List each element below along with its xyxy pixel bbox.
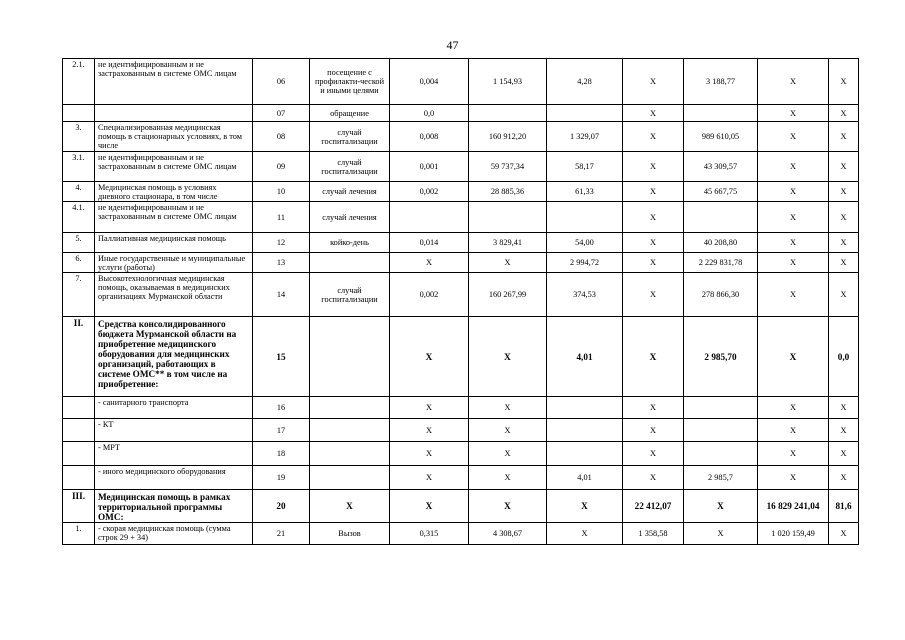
total-oms-cell: Х [758,466,829,490]
row-number-cell: 4. [63,182,95,202]
total-oms-cell: 16 829 241,04 [758,490,829,523]
unit-cell [310,442,390,466]
cost-cell [469,105,547,122]
row-code-cell: 16 [253,397,310,419]
unit-cell: обращение [310,105,390,122]
row-code-cell: 06 [253,59,310,105]
row-number-cell: 2.1. [63,59,95,105]
percent-cell: Х [829,523,859,545]
per-capita-budget-cell [547,105,623,122]
total-budget-cell [684,105,758,122]
volume-cell: Х [390,317,469,397]
unit-cell: койко-день [310,233,390,253]
unit-cell: случай лечения [310,182,390,202]
row-number-cell: 3.1. [63,152,95,182]
unit-cell [310,317,390,397]
page-number: 47 [446,38,459,52]
total-budget-cell: 2 985,7 [684,466,758,490]
row-number-cell [63,105,95,122]
row-code-cell: 07 [253,105,310,122]
cost-cell: 4 308,67 [469,523,547,545]
per-capita-oms-cell: 22 412,07 [623,490,684,523]
row-number-cell [63,397,95,419]
per-capita-budget-cell: 4,01 [547,466,623,490]
table-row [63,182,859,202]
unit-cell: Х [310,490,390,523]
per-capita-budget-cell [547,419,623,442]
unit-cell: случай госпитализации [310,122,390,152]
percent-cell: Х [829,419,859,442]
row-name-cell: не идентифицированным и не застрахованным в системе ОМС лицам [95,152,253,182]
table-row [63,397,859,419]
volume-cell: Х [390,419,469,442]
row-code-cell: 21 [253,523,310,545]
row-number-cell: III. [63,490,95,523]
total-oms-cell: 1 020 159,49 [758,523,829,545]
per-capita-oms-cell: Х [623,442,684,466]
volume-cell: Х [390,442,469,466]
percent-cell: 81,6 [829,490,859,523]
row-number-cell: 5. [63,233,95,253]
row-name-cell: Специализированная медицинская помощь в стационарных условиях, в том числе [95,122,253,152]
per-capita-budget-cell: 61,33 [547,182,623,202]
unit-cell: посещение с профилакти-ческой и иными целями [310,59,390,105]
row-code-cell: 19 [253,466,310,490]
table-row [63,152,859,182]
volume-cell: 0,002 [390,182,469,202]
percent-cell: Х [829,466,859,490]
cost-cell [469,202,547,233]
unit-cell [310,419,390,442]
row-code-cell: 17 [253,419,310,442]
table-row [63,105,859,122]
total-budget-cell: 45 667,75 [684,182,758,202]
per-capita-oms-cell: Х [623,59,684,105]
percent-cell: Х [829,202,859,233]
total-oms-cell: Х [758,59,829,105]
per-capita-oms-cell: Х [623,202,684,233]
unit-cell: случай госпитализации [310,152,390,182]
percent-cell: Х [829,253,859,273]
total-oms-cell: Х [758,442,829,466]
volume-cell: 0,0 [390,105,469,122]
unit-cell [310,466,390,490]
data-table [62,58,859,545]
total-budget-cell: 40 208,80 [684,233,758,253]
per-capita-budget-cell: 374,53 [547,273,623,317]
total-budget-cell [684,397,758,419]
percent-cell: 0,0 [829,317,859,397]
unit-cell: случай лечения [310,202,390,233]
total-budget-cell: 43 309,57 [684,152,758,182]
per-capita-oms-cell: Х [623,122,684,152]
row-code-cell: 12 [253,233,310,253]
percent-cell: Х [829,105,859,122]
total-budget-cell: 989 610,05 [684,122,758,152]
row-code-cell: 10 [253,182,310,202]
total-budget-cell: 278 866,30 [684,273,758,317]
total-budget-cell: Х [684,523,758,545]
row-name-cell: - санитарного транспорта [95,397,253,419]
per-capita-oms-cell: Х [623,419,684,442]
row-code-cell: 13 [253,253,310,273]
cost-cell: 28 885,36 [469,182,547,202]
row-name-cell: Медицинская помощь в условиях дневного стационара, в том числе [95,182,253,202]
row-code-cell: 18 [253,442,310,466]
table-row [63,233,859,253]
per-capita-oms-cell: Х [623,105,684,122]
per-capita-oms-cell: Х [623,233,684,253]
volume-cell [390,202,469,233]
row-code-cell: 15 [253,317,310,397]
per-capita-budget-cell: 1 329,07 [547,122,623,152]
per-capita-budget-cell: Х [547,523,623,545]
volume-cell: 0,001 [390,152,469,182]
row-number-cell: 6. [63,253,95,273]
per-capita-budget-cell: 54,00 [547,233,623,253]
row-code-cell: 20 [253,490,310,523]
total-oms-cell: Х [758,233,829,253]
percent-cell: Х [829,152,859,182]
volume-cell: 0,008 [390,122,469,152]
unit-cell: случай госпитализации [310,273,390,317]
total-budget-cell: 3 188,77 [684,59,758,105]
table-row [63,419,859,442]
cost-cell: Х [469,397,547,419]
row-number-cell [63,466,95,490]
per-capita-budget-cell: 4,01 [547,317,623,397]
table-row [63,523,859,545]
volume-cell: 0,002 [390,273,469,317]
row-code-cell: 14 [253,273,310,317]
volume-cell: 0,004 [390,59,469,105]
cost-cell: 59 737,34 [469,152,547,182]
per-capita-budget-cell: 2 994,72 [547,253,623,273]
unit-cell [310,397,390,419]
cost-cell: Х [469,466,547,490]
per-capita-oms-cell: Х [623,273,684,317]
per-capita-budget-cell: 58,17 [547,152,623,182]
volume-cell: 0,315 [390,523,469,545]
row-code-cell: 08 [253,122,310,152]
table-row [63,59,859,105]
row-number-cell: 3. [63,122,95,152]
percent-cell: Х [829,59,859,105]
total-oms-cell: Х [758,273,829,317]
row-name-cell: - скорая медицинская помощь (сумма строк 29 + 34) [95,523,253,545]
table-row [63,202,859,233]
row-name-cell: - МРТ [95,442,253,466]
row-name-cell: Высокотехнологичная медицинская помощь, оказываемая в медицинских организациях Мурманской области [95,273,253,317]
per-capita-oms-cell: Х [623,152,684,182]
per-capita-budget-cell [547,442,623,466]
table-row [63,466,859,490]
row-name-cell: Паллиативная медицинская помощь [95,233,253,253]
table-row [63,273,859,317]
cost-cell: 160 912,20 [469,122,547,152]
table-row [63,122,859,152]
cost-cell: Х [469,490,547,523]
cost-cell: 3 829,41 [469,233,547,253]
total-oms-cell: Х [758,202,829,233]
per-capita-oms-cell: 1 358,58 [623,523,684,545]
row-number-cell: 1. [63,523,95,545]
volume-cell: Х [390,397,469,419]
cost-cell: Х [469,419,547,442]
table-row [63,442,859,466]
row-number-cell [63,419,95,442]
per-capita-oms-cell: Х [623,182,684,202]
volume-cell: Х [390,490,469,523]
cost-cell: Х [469,317,547,397]
total-oms-cell: Х [758,419,829,442]
per-capita-budget-cell [547,202,623,233]
table-row [63,317,859,397]
cost-cell: Х [469,442,547,466]
total-budget-cell [684,419,758,442]
row-name-cell [95,105,253,122]
table-row [63,253,859,273]
percent-cell: Х [829,397,859,419]
total-oms-cell: Х [758,105,829,122]
percent-cell: Х [829,442,859,466]
percent-cell: Х [829,122,859,152]
per-capita-budget-cell: 4,28 [547,59,623,105]
row-code-cell: 09 [253,152,310,182]
percent-cell: Х [829,233,859,253]
cost-cell: Х [469,253,547,273]
row-number-cell [63,442,95,466]
row-name-cell: - КТ [95,419,253,442]
total-oms-cell: Х [758,253,829,273]
total-budget-cell [684,442,758,466]
per-capita-oms-cell: Х [623,397,684,419]
per-capita-oms-cell: Х [623,466,684,490]
total-budget-cell: Х [684,490,758,523]
total-oms-cell: Х [758,397,829,419]
table-row [63,490,859,523]
per-capita-budget-cell [547,397,623,419]
volume-cell: Х [390,253,469,273]
total-budget-cell [684,202,758,233]
per-capita-budget-cell: Х [547,490,623,523]
volume-cell: 0,014 [390,233,469,253]
row-name-cell: не идентифицированным и не застрахованным в системе ОМС лицам [95,202,253,233]
cost-cell: 160 267,99 [469,273,547,317]
total-oms-cell: Х [758,122,829,152]
unit-cell: Вызов [310,523,390,545]
per-capita-oms-cell: Х [623,253,684,273]
volume-cell: Х [390,466,469,490]
row-name-cell: Медицинская помощь в рамках территориальной программы ОМС: [95,490,253,523]
row-code-cell: 11 [253,202,310,233]
row-number-cell: 4.1. [63,202,95,233]
per-capita-oms-cell: Х [623,317,684,397]
total-oms-cell: Х [758,152,829,182]
total-budget-cell: 2 985,70 [684,317,758,397]
total-budget-cell: 2 229 831,78 [684,253,758,273]
percent-cell: Х [829,273,859,317]
row-number-cell: 7. [63,273,95,317]
row-name-cell: - иного медицинского оборудования [95,466,253,490]
row-name-cell: не идентифицированным и не застрахованным в системе ОМС лицам [95,59,253,105]
percent-cell: Х [829,182,859,202]
row-name-cell: Иные государственные и муниципальные услуги (работы) [95,253,253,273]
row-name-cell: Средства консолидированного бюджета Мурманской области на приобретение медицинского оборудования для медицинских организаций, работающих в системе ОМС** в том числе на приобретение: [95,317,253,397]
row-number-cell: II. [63,317,95,397]
total-oms-cell: Х [758,317,829,397]
cost-cell: 1 154,93 [469,59,547,105]
total-oms-cell: Х [758,182,829,202]
unit-cell [310,253,390,273]
